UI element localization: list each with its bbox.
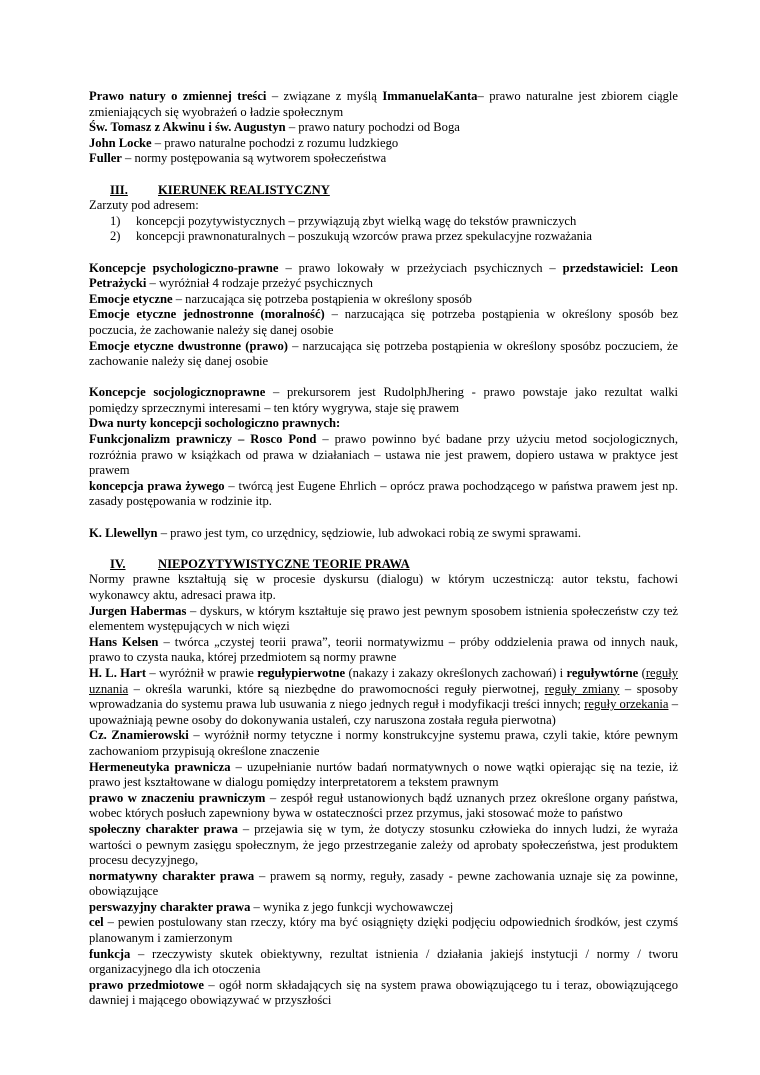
text: – wyróżniał 4 rodzaje przeżyć psychicznych [146, 276, 373, 291]
list-text: koncepcji pozytywistycznych – przywiązują zbyt wielką wagę do tekstów prawniczych [136, 213, 577, 228]
text: – narzucająca się potrzeba postąpienia w określony sposóbz poczuciem, że zachowanie należy się danej osobie [89, 338, 679, 369]
paragraph-living-law [89, 479, 678, 510]
term: Dwa nurty koncepcji sochologiczno prawnych: [89, 416, 341, 431]
underlined-term: reguły uznania [89, 665, 679, 696]
text: – prawo natury pochodzi od Boga [285, 120, 460, 135]
text: – przejawia się w tym, że dotyczy stosunku człowieka do innych ludzi, że wyraża wartości o pewnym zasięgu społecznym, że jego przestrzeganie zależy od aprobaty społeczeństwa, jest produktem procesu decyzyjnego, [89, 821, 678, 868]
term: John Locke [89, 135, 152, 150]
paragraph-function [89, 947, 678, 978]
list-text: koncepcji prawnonaturalnych – poszukują wzorców prawa przez spekulacyjne rozważania [136, 229, 592, 244]
spacer [89, 541, 678, 557]
term: perswazyjny charakter prawa [89, 899, 251, 914]
text: – określa warunki, które są niezbędne do prawomocności reguły pierwotnej, [128, 681, 545, 696]
spacer [89, 245, 678, 261]
term: cel [89, 915, 104, 930]
text: – wyróżnił normy tetyczne i normy konstrukcyjne systemu prawa, czyli takie, które pewnym zachowaniom przypisują określone znaczenie [89, 728, 678, 758]
text: – prekursorem jest RudolphJhering - prawo powstaje jako rezultat walki pomiędzy sprzecznymi interesami – ten który wygrywa, staje się prawem [89, 385, 678, 415]
term: przedstawiciel: Leon Petrażycki [89, 260, 678, 291]
paragraph-hart [89, 666, 678, 728]
paragraph-intro: Zarzuty pod adresem: [89, 198, 199, 213]
section-heading-iv [89, 557, 678, 573]
text: – wynika z jego funkcji wychowawczej [250, 899, 454, 914]
paragraph-sociological [89, 385, 678, 416]
text: – prawo lokowały w przeżyciach psychicznych – [278, 260, 563, 275]
paragraph-psychological [89, 261, 678, 292]
paragraph-ethical-two-sided [89, 339, 678, 370]
underlined-term: reguły orzekania [584, 697, 669, 712]
paragraph-legal-meaning [89, 791, 678, 822]
paragraph-locke [89, 136, 678, 152]
paragraph-llewellyn [89, 526, 678, 542]
paragraph-ethical-one-sided [89, 307, 678, 338]
term: Hermeneutyka prawnicza [89, 759, 231, 774]
paragraph-two-currents [89, 416, 678, 432]
paragraph-normative-character [89, 869, 678, 900]
term: Cz. Znamierowski [89, 728, 189, 743]
text: – narzucająca się potrzeba postąpienia w określony sposób bez poczucia, że zachowanie należy się danej osobie [89, 307, 678, 337]
text: – twórcą jest Eugene Ehrlich – oprócz prawa pochodzącego w państwa prawem jest np. zasady postępowania w rodzinie itp. [89, 478, 678, 509]
paragraph-goal [89, 915, 678, 946]
term: funkcja [89, 946, 131, 961]
text: – dyskurs, w którym kształtuje się prawo jest pewnym sposobem istnienia społeczeństw czy też elementem występujących w nich więzi [89, 603, 678, 634]
text: – normy postępowania są wytworem społeczeństwa [121, 151, 387, 166]
list-item [89, 229, 678, 245]
text: ( [638, 665, 646, 680]
spacer [89, 510, 678, 526]
paragraph-functionalism [89, 432, 678, 479]
term: Hans Kelsen [89, 634, 159, 649]
term: Emocje etyczne dwustronne (prawo) [89, 338, 288, 353]
spacer [89, 370, 678, 386]
term: ImmanuelaKanta [382, 89, 478, 103]
paragraph-social-character [89, 822, 678, 869]
term: prawo przedmiotowe [89, 977, 204, 992]
section-number: IV. [110, 556, 126, 571]
term: Koncepcje psychologiczno-prawne [89, 260, 279, 275]
paragraph-ethical-emotions [89, 292, 678, 308]
text: – twórca „czystej teorii prawa”, teorii normatywizmu – próby oddzielenia prawa od innych nauk, prawo to czysta nauka, której przedmiotem są normy prawne [89, 634, 678, 665]
text: – związane z myślą [266, 89, 383, 103]
paragraph-natural-law-variable [89, 89, 678, 120]
text: – narzucająca się potrzeba postąpienia w określony sposób [172, 291, 472, 306]
term: Fuller [89, 151, 122, 166]
text: – sposoby wprowadzania do systemu prawa lub usuwania z niego jednych reguł i modyfikacji treści innych; [89, 681, 679, 712]
section-title: KIERUNEK REALISTYCZNY [158, 182, 330, 197]
text: – prawem są normy, reguły, zasady - pewne zachowania uznaje się za powinne, obowiązujące [89, 868, 678, 899]
text: – prawo jest tym, co urzędnicy, sędziowie, lub adwokaci robią ze swymi sprawami. [157, 525, 581, 540]
list-number: 1) [110, 213, 121, 228]
term: K. Llewellyn [89, 525, 158, 540]
text: – pewien postulowany stan rzeczy, który ma być osiągnięty dzięki podjęciu odpowiednich środków, jest czymś planowanym i zamierzonym [89, 915, 678, 946]
term: Funkcjonalizm prawniczy – Rosco Pond [89, 432, 317, 447]
numbered-list [89, 214, 678, 245]
text: – zespół reguł ustanowionych bądź uznanych przez określone organy państwa, wobec których posłuch zapewniony bywa w ostateczności przez przymus, jaki stosować może to państwo [89, 790, 678, 821]
term: prawo w znaczeniu prawniczym [89, 790, 266, 805]
term: Jurgen Habermas [89, 603, 187, 618]
text: – wyróżnił w prawie [146, 665, 258, 680]
term: Emocje etyczne [89, 291, 173, 306]
paragraph-znamierowski [89, 728, 678, 759]
term: Św. Tomasz z Akwinu i św. Augustyn [89, 120, 286, 135]
paragraph-intro: Normy prawne kształtują się w procesie dyskursu (dialogu) w którym uczestniczą: autor tekstu, fachowi wykonawcy aktu, adresaci prawa itp. [89, 572, 678, 602]
paragraph-habermas [89, 604, 678, 635]
text: – prawo naturalne pochodzi z rozumu ludzkiego [151, 135, 399, 150]
text: – prawo powinno być badane przy użyciu metod socjologicznych, rozróżnia prawo w książkach od prawa w działaniach – ustawa nie jest prawem, dopiero ustawa w praktyce jest prawem [89, 432, 678, 478]
text: – rzeczywisty skutek obiektywny, rezultat istnienia / działania jakiejś instytucji / normy / tworu organizacyjnego dla ich otoczenia [89, 946, 678, 977]
paragraph-objective-law [89, 978, 678, 1009]
text: – uzupełnianie nurtów badań normatywnych o nowe wątki opierając się na tezie, iż prawo jest kształtowane w dialogu pomiędzy interpretatorem a tekstem prawnym [89, 759, 678, 790]
text: – prawo naturalne jest zbiorem ciągle zmieniających się wyobrażeń o ładzie społecznym [89, 89, 678, 119]
underlined-term: reguły zmiany [544, 681, 620, 696]
term: regułypierwotne [257, 665, 346, 680]
text: – upoważniają pewne osoby do dokonywania ustaleń, czy naruszona została reguła pierwotna) [89, 697, 678, 727]
list-item [89, 214, 678, 230]
term: normatywny charakter prawa [89, 868, 255, 883]
paragraph-kelsen [89, 635, 678, 666]
term: Koncepcje socjologicznoprawne [89, 385, 266, 400]
text: (nakazy i zakazy określonych zachowań) i [345, 665, 567, 680]
term: koncepcja prawa żywego [89, 478, 225, 493]
paragraph-hermeneutics [89, 760, 678, 791]
section-title: NIEPOZYTYWISTYCZNE TEORIE PRAWA [158, 556, 410, 571]
term: reguływtórne [566, 665, 639, 680]
term: Emocje etyczne jednostronne (moralność) [89, 307, 325, 322]
paragraph-fuller [89, 151, 678, 167]
paragraph-aquinas-augustine [89, 120, 678, 136]
term: H. L. Hart [89, 665, 147, 680]
term: społeczny charakter prawa [89, 821, 238, 836]
section-heading-iii [89, 183, 678, 199]
paragraph-persuasive-character [89, 900, 678, 916]
text: – ogół norm składających się na system prawa obowiązującego tu i teraz, obowiązującego dawniej i mającego obowiązywać w przyszłości [89, 977, 678, 1008]
list-number: 2) [110, 229, 121, 244]
term: Prawo natury o zmiennej treści [89, 89, 267, 103]
spacer [89, 167, 678, 183]
section-number: III. [110, 182, 128, 197]
